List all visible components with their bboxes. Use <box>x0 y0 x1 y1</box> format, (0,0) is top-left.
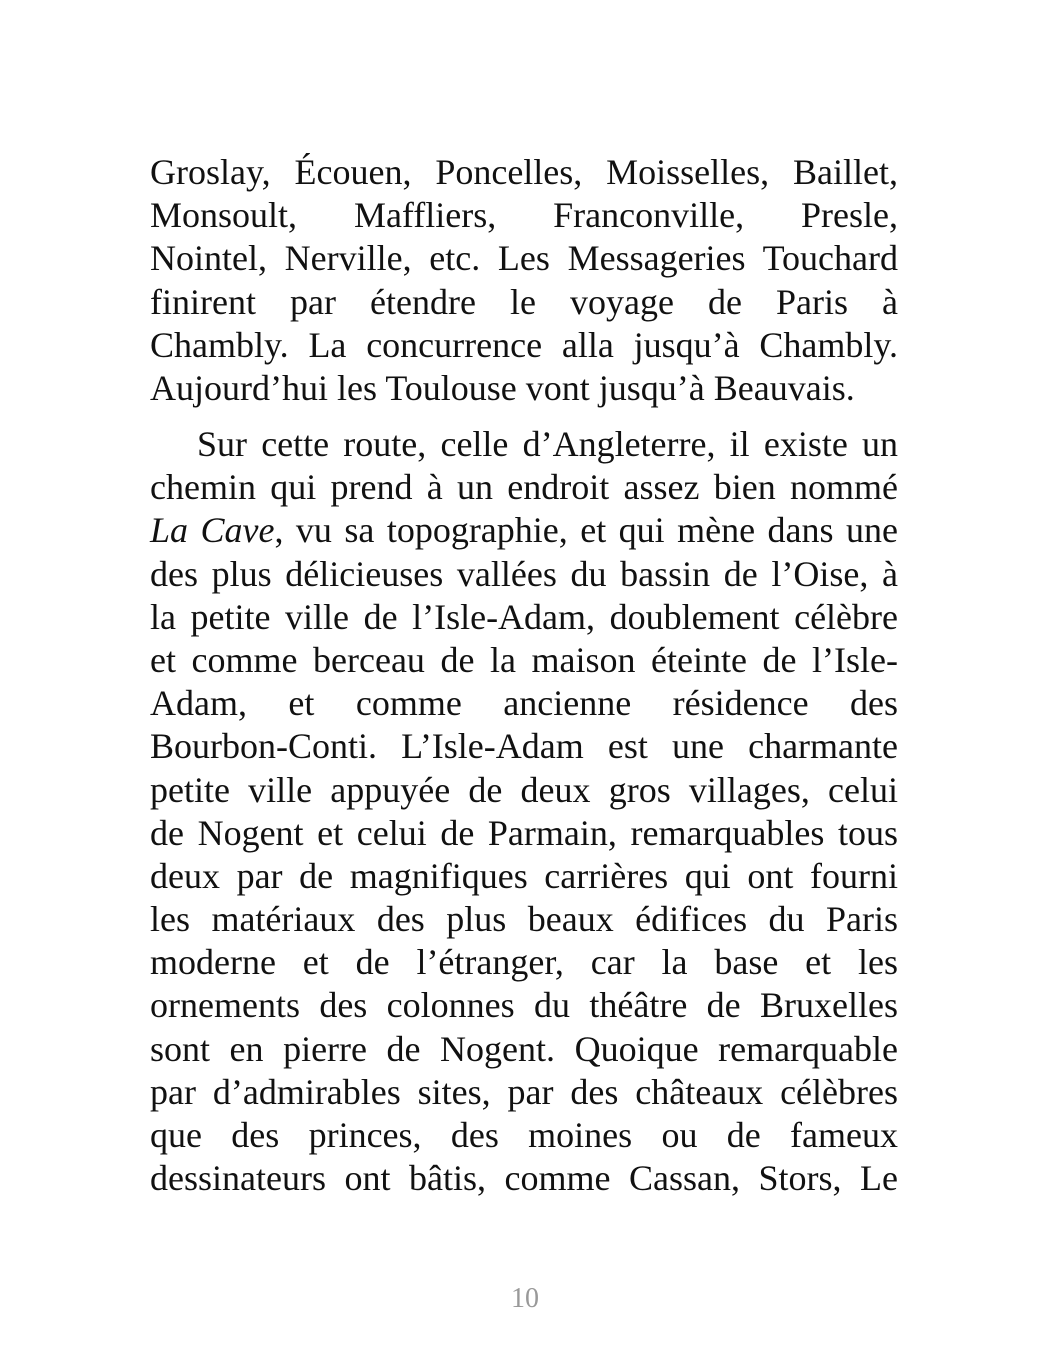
paragraph-2 <box>150 423 898 1200</box>
text-line: moderne et de l’étranger, car la base et les <box>150 942 898 983</box>
text-line: Monsoult, Maffliers, Franconville, Presle, <box>150 195 898 236</box>
page-number: 10 <box>511 1283 539 1314</box>
text-line: des plus délicieuses vallées du bassin de l’Oise, à <box>150 553 898 594</box>
text-line: par d’admirables sites, par des châteaux célèbres <box>150 1071 898 1112</box>
text-line: que des princes, des moines ou de fameux <box>150 1115 898 1155</box>
text-line: ornements des colonnes du théâtre de Bruxelles <box>150 985 898 1026</box>
text-line: deux par de magnifiques carrières qui ont fourni <box>150 855 898 896</box>
text-line: et comme berceau de la maison éteinte de l’Isle- <box>150 639 898 680</box>
text-line <box>150 509 898 552</box>
text-line: Sur cette route, celle d’Angleterre, il existe un <box>197 424 898 464</box>
text-line: les matériaux des plus beaux édifices du Paris <box>150 899 898 940</box>
text-segment: , vu sa topographie, et qui mène dans une <box>274 510 898 551</box>
text-line: sont en pierre de Nogent. Quoique remarquable <box>150 1028 898 1069</box>
text-line: la petite ville de l’Isle-Adam, doublement célèbre <box>150 596 898 637</box>
text-line: Adam, et comme ancienne résidence des <box>150 683 898 724</box>
text-line: Nointel, Nerville, etc. Les Messageries Touchard <box>150 238 898 279</box>
text-line: de Nogent et celui de Parmain, remarquables tous <box>150 812 898 853</box>
text-line: finirent par étendre le voyage de Paris à <box>150 281 898 322</box>
text-line: dessinateurs ont bâtis, comme Cassan, Stors, Le <box>150 1158 898 1199</box>
italic-place-name: La Cave <box>150 510 275 551</box>
text-line: Groslay, Écouen, Poncelles, Moisselles, Baillet, <box>150 152 898 192</box>
text-line: chemin qui prend à un endroit assez bien nommé <box>150 467 898 508</box>
text-line: Chambly. La concurrence alla jusqu’à Chambly. <box>150 324 898 365</box>
paragraph-1 <box>150 151 898 410</box>
text-line: Aujourd’hui les Toulouse vont jusqu’à Beauvais. <box>150 367 855 408</box>
text-line: petite ville appuyée de deux gros villages, celui <box>150 769 898 810</box>
text-line: Bourbon-Conti. L’Isle-Adam est une charmante <box>150 726 898 767</box>
